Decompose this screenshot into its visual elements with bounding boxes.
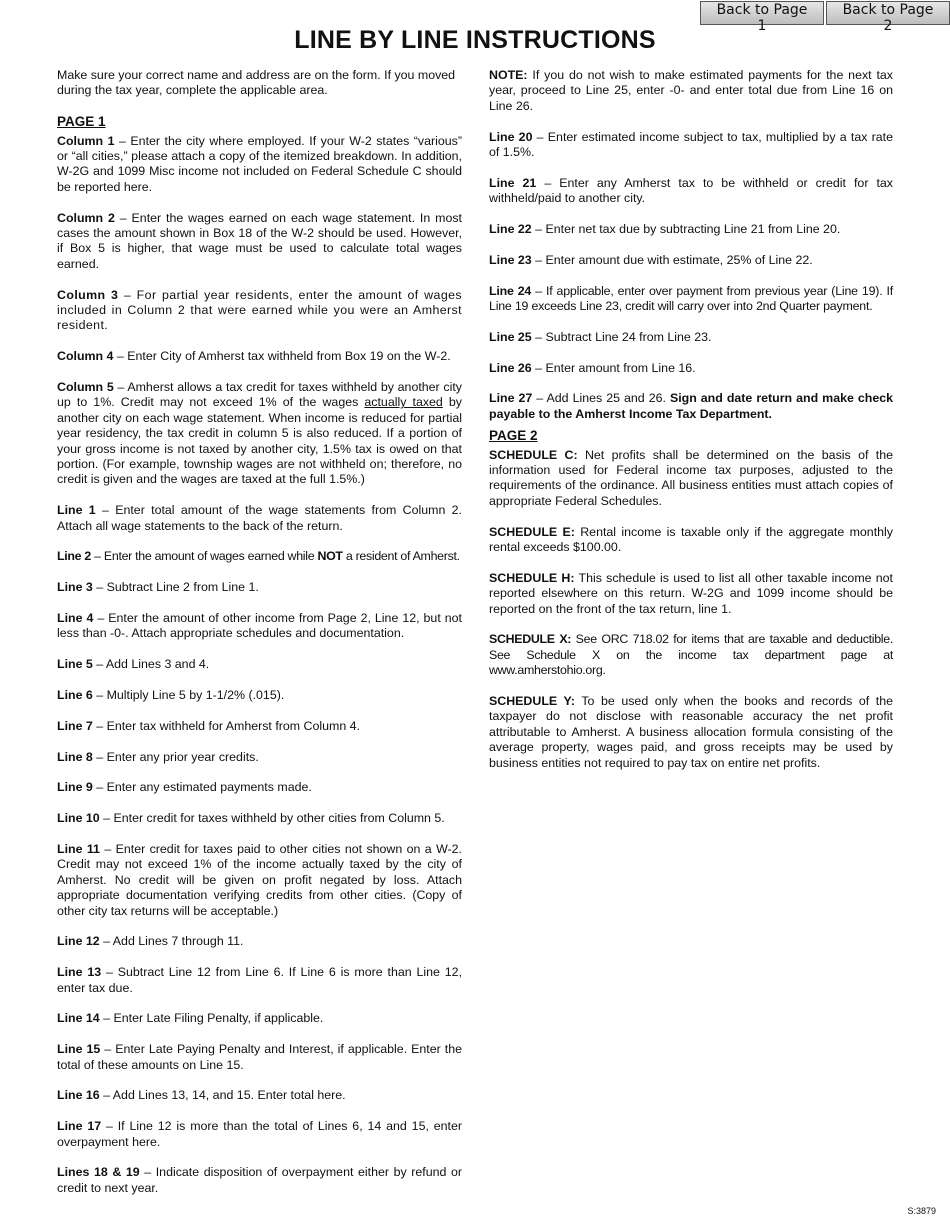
instruction-line-13 — [57, 965, 462, 996]
text: – Add Lines 3 and 4. — [92, 657, 210, 672]
text: by another city on each wage statement. When income is reduced for partial year residency, the tax credit in column 5 is also reduced. If a portion of your gross income is not taxed by another city, 1.5% tax is owed on that portion. (For example, township wages are not withheld on; therefore, no credit is given and the wages are taxed at the full 1.5%.) — [57, 395, 463, 487]
instruction-column-5 — [57, 380, 462, 488]
label: Line 11 — [57, 842, 100, 857]
label: Line 1 — [57, 503, 96, 518]
label: Lines 18 & 19 — [57, 1165, 140, 1180]
text: – Add Lines 7 through 11. — [99, 934, 244, 949]
label: Column 5 — [57, 380, 114, 395]
text: – Enter any estimated payments made. — [92, 780, 312, 795]
instruction-line-5 — [57, 657, 462, 672]
text: – Enter the wages earned on each wage statement. In most cases the amount shown in Box 18 of the W-2 should be used. However, if Box 5 is higher, that wage must be used to calculate total wages earned. — [57, 210, 462, 271]
text: Rental income is taxable only if the aggregate monthly rental exceeds $100.00. — [489, 524, 893, 555]
text: – Enter net tax due by subtracting Line 21 from Line 20. — [531, 222, 841, 237]
text: – Multiply Line 5 by 1-1/2% (.015). — [92, 688, 285, 703]
intro-paragraph: Make sure your correct name and address are on the form. If you moved during the tax year, complete the applicable area. — [57, 68, 456, 98]
schedule-x — [489, 632, 893, 678]
instruction-line-17 — [57, 1119, 462, 1150]
text: – Enter amount due with estimate, 25% of Line 22. — [531, 252, 813, 267]
text: – If applicable, enter over payment from previous year (Line 19). If Line 19 exceeds Line 23, credit will carry over into 2nd Quarter payment. — [489, 283, 894, 314]
page-nav — [700, 1, 950, 34]
text: – Subtract Line 24 from Line 23. — [531, 329, 712, 344]
label: Column 1 — [57, 133, 115, 148]
text: – Enter the amount of other income from Page 2, Line 12, but not less than -0-. Attach appropriate schedules and documentation. — [57, 611, 462, 641]
text: – Enter Late Paying Penalty and Interest, if applicable. Enter the total of these amounts on Line 15. — [57, 1042, 463, 1072]
label: Line 8 — [57, 749, 93, 764]
instruction-line-2 — [57, 549, 462, 564]
label: Line 26 — [489, 360, 532, 375]
bold-text: Sign and date return and make check payable to the Amherst Income Tax Department. — [489, 391, 894, 421]
text: – Add Lines 25 and 26. — [532, 391, 670, 406]
text: – Enter any Amherst tax to be withheld or credit for tax withheld/paid to another city. — [489, 175, 894, 206]
note-paragraph — [489, 68, 893, 114]
instruction-line-11 — [57, 842, 462, 919]
instruction-line-1 — [57, 503, 462, 534]
instruction-line-4 — [57, 611, 462, 642]
text: – Enter credit for taxes paid to other cities not shown on a W-2. Credit may not exceed 1% of the income actually taxed by the city of Amherst. No credit will be given on profit negated by loss. Attach appropriate documentation verifying credits from other cities. (Copy of other city tax returns will be acceptable.) — [57, 842, 463, 918]
text: – Enter estimated income subject to tax, multiplied by a tax rate of 1.5%. — [489, 129, 893, 160]
label: Line 2 — [57, 549, 92, 564]
text: – Add Lines 13, 14, and 15. Enter total here. — [99, 1088, 346, 1103]
instruction-line-16 — [57, 1088, 462, 1103]
text: – Enter the amount of wages earned while — [91, 549, 318, 564]
instruction-column-1 — [57, 134, 462, 196]
instruction-line-3 — [57, 580, 462, 595]
instruction-line-9 — [57, 780, 462, 795]
label: Column 2 — [57, 210, 115, 225]
text: This schedule is used to list all other taxable income not reported elsewhere on this return. W-2G and 1099 income should be reported on the front of the tax return, line 1. — [489, 570, 893, 616]
text: – Subtract Line 2 from Line 1. — [92, 580, 259, 595]
instruction-line-8 — [57, 750, 462, 765]
instruction-line-15 — [57, 1042, 462, 1073]
label: Line 24 — [489, 283, 532, 298]
text: – Enter City of Amherst tax withheld from Box 19 on the W-2. — [113, 349, 451, 364]
label: Line 21 — [489, 175, 537, 190]
label: Line 15 — [57, 1042, 101, 1057]
schedule-h — [489, 571, 893, 617]
instruction-line-6 — [57, 688, 462, 703]
label: Line 13 — [57, 965, 102, 980]
text: – Enter Late Filing Penalty, if applicable. — [99, 1011, 324, 1026]
label: SCHEDULE X: — [489, 632, 572, 647]
text: – Enter total amount of the wage statements from Column 2. Attach all wage statements to the back of the return. — [57, 503, 463, 533]
label: Line 16 — [57, 1088, 100, 1103]
instruction-line-23 — [489, 253, 893, 268]
instruction-lines-18-19 — [57, 1165, 462, 1196]
label: Line 17 — [57, 1119, 102, 1134]
text: To be used only when the books and records of the taxpayer do not disclose with reasonable accuracy the net profit attributable to Amherst. A business allocation formula consisting of the average property, wages paid, and gross receipts may be used by business entities not required to pay tax on entire net profits. — [489, 694, 893, 770]
label: Column 3 — [57, 287, 119, 302]
instruction-column-4 — [57, 349, 462, 364]
instruction-column-3 — [57, 288, 462, 334]
text: – For partial year residents, enter the amount of wages included in Column 2 that were earned while you were an Amherst resident. — [57, 287, 462, 333]
text: – Enter the city where employed. If your W-2 states “various” or “all cities,” please attach a copy of the itemized breakdown. In addition, W-2G and 1099 Misc income not included on Federal Schedule C should be reported here. — [57, 133, 462, 194]
instruction-line-10 — [57, 811, 462, 826]
right-column — [489, 68, 893, 786]
instruction-line-22 — [489, 222, 893, 237]
label: Line 27 — [489, 391, 533, 406]
label: Line 25 — [489, 329, 532, 344]
instruction-line-24 — [489, 284, 893, 315]
text: – Amherst allows a tax credit for taxes withheld by another city up to 1%. Credit may not exceed 1% of the wages — [57, 380, 462, 410]
underlined-text: actually taxed — [364, 395, 443, 410]
label: Column 4 — [57, 349, 114, 364]
label: SCHEDULE E: — [489, 524, 575, 539]
label: Line 23 — [489, 252, 532, 267]
label: Line 3 — [57, 580, 93, 595]
instruction-line-7 — [57, 719, 462, 734]
instruction-line-12 — [57, 934, 462, 949]
label: SCHEDULE C: — [489, 447, 578, 462]
text: – Enter any prior year credits. — [92, 749, 259, 764]
label: SCHEDULE Y: — [489, 694, 575, 709]
label: Line 22 — [489, 222, 532, 237]
label: SCHEDULE H: — [489, 570, 575, 585]
text: – Indicate disposition of overpayment either by refund or credit to next year. — [57, 1165, 463, 1195]
bold-text: NOT — [317, 549, 343, 564]
back-to-page-2-button[interactable]: Back to Page 2 — [826, 1, 950, 25]
back-to-page-1-button[interactable]: Back to Page 1 — [700, 1, 824, 25]
label: Line 9 — [57, 780, 93, 795]
form-code: S:3879 — [907, 1206, 936, 1216]
instruction-line-21 — [489, 176, 893, 207]
label: Line 6 — [57, 688, 93, 703]
schedule-y — [489, 694, 893, 771]
label: Line 7 — [57, 718, 93, 733]
text: – If Line 12 is more than the total of Lines 6, 14 and 15, enter overpayment here. — [57, 1119, 463, 1149]
instruction-line-14 — [57, 1011, 462, 1026]
page-title: LINE BY LINE INSTRUCTIONS — [294, 26, 656, 54]
page-2-heading: PAGE 2 — [489, 428, 538, 444]
text: – Enter tax withheld for Amherst from Column 4. — [92, 718, 361, 733]
text: If you do not wish to make estimated payments for the next tax year, proceed to Line 25, enter -0- and enter total due from Line 16 on Line 26. — [489, 68, 893, 113]
text: – Enter credit for taxes withheld by other cities from Column 5. — [99, 811, 445, 826]
label: Line 20 — [489, 129, 533, 144]
schedule-e — [489, 525, 893, 556]
instruction-line-25 — [489, 330, 893, 345]
label: Line 12 — [57, 934, 100, 949]
left-column — [57, 68, 462, 1212]
instruction-line-26 — [489, 361, 893, 376]
schedule-c — [489, 448, 893, 510]
label: Line 5 — [57, 657, 93, 672]
instruction-line-27 — [489, 391, 893, 422]
text: a resident of Amherst. — [342, 549, 460, 564]
page-1-heading: PAGE 1 — [57, 114, 106, 130]
instruction-column-2 — [57, 211, 462, 273]
instruction-line-20 — [489, 130, 893, 161]
label: Line 10 — [57, 811, 100, 826]
text: Net profits shall be determined on the basis of the information used for Federal income tax purposes, adjusted to the requirements of the ordinance. All business entities must attach copies of appropriate Federal Schedules. — [489, 447, 893, 508]
label: Line 4 — [57, 611, 94, 626]
label: Line 14 — [57, 1011, 100, 1026]
label: NOTE: — [489, 68, 528, 82]
text: – Enter amount from Line 16. — [531, 360, 696, 375]
text: See ORC 718.02 for items that are taxable and deductible. See Schedule X on the income tax department page at www.amherstohio.org. — [489, 632, 893, 678]
text: – Subtract Line 12 from Line 6. If Line 6 is more than Line 12, enter tax due. — [57, 965, 462, 995]
